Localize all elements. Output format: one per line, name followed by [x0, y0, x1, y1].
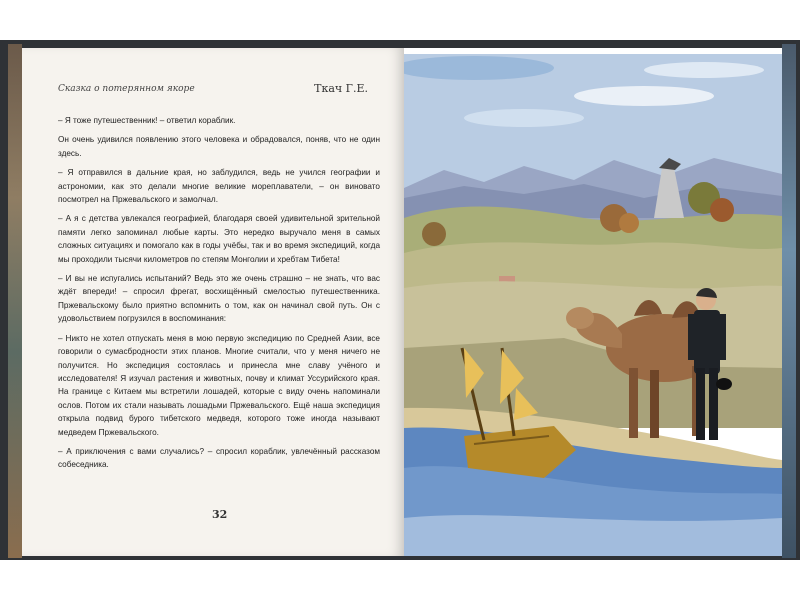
running-header-title: Сказка о потерянном якоре	[58, 84, 195, 94]
page-number: 32	[212, 508, 228, 521]
paragraph: – Никто не хотел отпускать меня в мою первую экспедицию по Средней Азии, все говорили о сумасбродности этих планов. Многие считали, что у меня ничего не получится. Но экспедиция состоялась и принесла мне славу учёного и исследователя! Я изучал растения и животных, почву и климат Уссурийского края. На границе с Китаем мы встретили лошадей, которые с виду очень напоминали ослов. Потом их стали называть лошадьми Пржевальского. Ещё наша экспедиция открыла подвид бурого тибетского медведя, которого тоже иногда называют медведем Пржевальского.	[58, 333, 380, 437]
left-page	[22, 48, 404, 556]
right-page-edge	[782, 44, 796, 558]
cloud	[464, 109, 584, 127]
cloud	[644, 62, 764, 78]
tree	[619, 213, 639, 233]
body-text	[58, 114, 380, 478]
illustration	[404, 48, 782, 556]
paragraph: – Я отправился в дальние края, но заблудился, ведь не учился географии и астрономии, как это делали многие великие мореплаватели, – он виновато посмотрел на Пржевальского и замолчал.	[58, 168, 380, 205]
open-book	[0, 40, 800, 560]
cloud	[574, 86, 714, 106]
tree	[422, 222, 446, 246]
paragraph: Он очень удивился появлению этого человека и обрадовался, поняв, что не один здесь.	[58, 135, 380, 158]
paragraph: – Я тоже путешественник! – ответил кораблик.	[58, 116, 236, 125]
paragraph: – И вы не испугались испытаний? Ведь это же очень страшно – не знать, что вас ждёт впереди! – спросил фрегат, восхищённый смелостью путешественника. Пржевальскому было приятно вспомнить о том, как он начинал свой путь. Он с удовольствием погрузился в воспоминания:	[58, 274, 380, 324]
illustration-page	[404, 48, 782, 556]
tree	[710, 198, 734, 222]
paragraph: – А приключения с вами случались? – спросил кораблик, увлечённый рассказом собеседника.	[58, 446, 380, 470]
water-foam	[404, 515, 782, 556]
left-page-edge	[8, 44, 22, 558]
paragraph: – А я с детства увлекался географией, благодаря своей удивительной зрительной памяти легко запоминал любые карты. Это нередко выручало меня в самых сложных ситуациях и помогало как в годы учёбы, так и во время экспедиций, когда мы проходили тысячи километров по степям Монголии и хребтам Тибета!	[58, 214, 380, 264]
running-header-author: Ткач Г.Е.	[314, 82, 368, 95]
